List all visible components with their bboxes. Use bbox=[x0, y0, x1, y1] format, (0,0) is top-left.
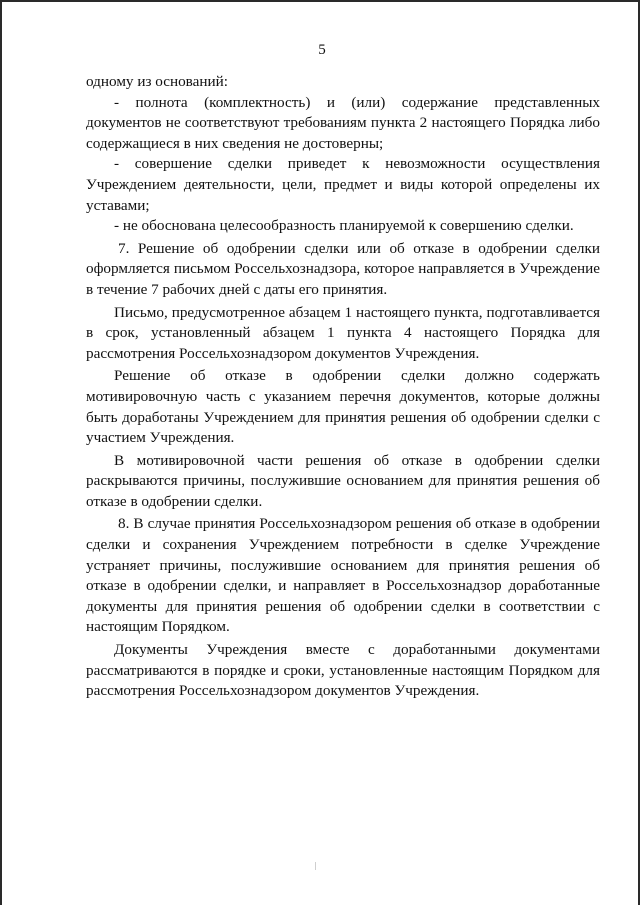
paragraph-list-item-impossibility: - совершение сделки приведет к невозможности осуществления Учреждением деятельности, цели, предмет и виды которой определены их уставами; bbox=[86, 155, 600, 214]
document-body bbox=[86, 72, 600, 702]
paragraph-item-7: 7. Решение об одобрении сделки или об отказе в одобрении сделки оформляется письмом Россельхознадзора, которое направляется в Учреждение в течение 7 рабочих дней с даты его принятия. bbox=[86, 239, 600, 298]
paragraph-reasons-disclosure: В мотивировочной части решения об отказе в одобрении сделки раскрываются причины, послужившие основанием для принятия решения об отказе в одобрении сделки. bbox=[86, 451, 600, 510]
paragraph-letter-deadline: Письмо, предусмотренное абзацем 1 настоящего пункта, подготавливается в срок, установленный абзацем 1 пункта 4 настоящего Порядка для рассмотрения Россельхознадзором документов Учреждения. bbox=[86, 303, 600, 362]
page-number: 5 bbox=[318, 42, 326, 58]
paragraph-continuation: одному из оснований: bbox=[86, 73, 228, 90]
paragraph-item-8: 8. В случае принятия Россельхознадзором решения об отказе в одобрении сделки и сохранения Учреждением потребности в сделке Учреждение устраняет причины, послужившие основанием для принятия решения об отказе в одобрении сделки, и направляет в Россельхознадзор доработанные документы для принятия решения об одобрении сделки в соответствии с настоящим Порядком. bbox=[86, 515, 600, 636]
paragraph-list-item-expediency: - не обоснована целесообразность планируемой к совершению сделки. bbox=[114, 217, 574, 235]
paragraph-list-item-completeness: - полнота (комплектность) и (или) содержание представленных документов не соответствуют требованиям пункта 2 настоящего Порядка либо содержащиеся в них сведения не достоверны; bbox=[86, 93, 600, 152]
paragraph-resubmission: Документы Учреждения вместе с доработанными документами рассматриваются в порядке и сроки, установленные настоящим Порядком для рассмотрения Россельхознадзором документов Учреждения. bbox=[86, 641, 600, 700]
paragraph-refusal-reasoning: Решение об отказе в одобрении сделки должно содержать мотивировочную часть с указанием перечня документов, которые должны быть доработаны Учреждением для принятия решения об одобрении сделки с участием Учреждения. bbox=[86, 367, 600, 447]
scan-artifact bbox=[315, 862, 316, 870]
